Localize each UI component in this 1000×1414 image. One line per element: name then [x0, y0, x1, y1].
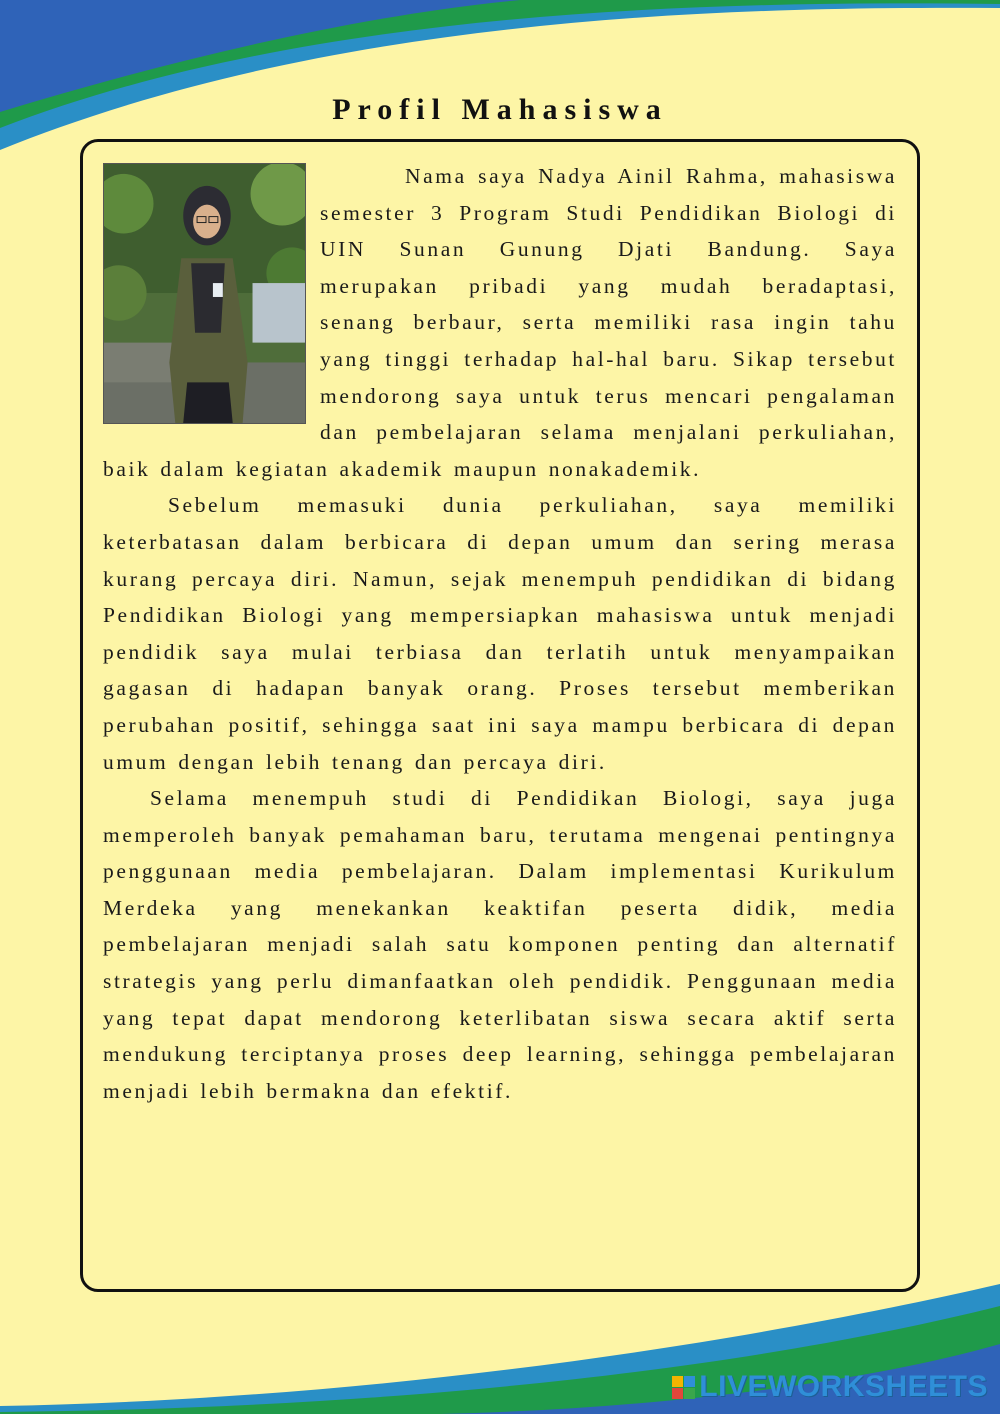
profile-text: [103, 158, 897, 1109]
student-photo: [103, 163, 306, 424]
page-title: Profil Mahasiswa: [332, 93, 668, 126]
paragraph-3: Selama menempuh studi di Pendidikan Biologi, saya juga memperoleh banyak pemahaman baru, terutama mengenai pentingnya penggunaan media pembelajaran. Dalam implementasi Kurikulum Merdeka yang menekankan keaktifan peserta didik, media pembelajaran menjadi salah satu komponen penting dan alternatif strategis yang perlu dimanfaatkan oleh pendidik. Penggunaan media yang tepat dapat mendorong keterlibatan siswa secara aktif serta mendukung terciptanya proses deep learning, sehingga pembelajaran menjadi lebih bermakna dan efektif.: [103, 786, 897, 1103]
paragraph-2: Sebelum memasuki dunia perkuliahan, saya memiliki keterbatasan dalam berbicara di depan umum dan sering merasa kurang percaya diri. Namun, sejak menempuh pendidikan di bidang Pendidikan Biologi yang mempersiapkan mahasiswa untuk menjadi pendidik saya mulai terbiasa dan terlatih untuk menyampaikan gagasan di hadapan banyak orang. Proses tersebut memberikan perubahan positif, sehingga saat ini saya mampu berbicara di depan umum dengan lebih tenang dan percaya diri.: [103, 493, 897, 774]
liveworksheets-logo-icon: [672, 1376, 695, 1399]
brand-name: LIVEWORKSHEETS: [699, 1370, 988, 1403]
liveworksheets-brand[interactable]: [672, 1370, 988, 1404]
profile-card: [80, 139, 920, 1292]
paragraph-1: Nama saya Nadya Ainil Rahma, mahasiswa semester 3 Program Studi Pendidikan Biologi di UIN Sunan Gunung Djati Bandung. Saya merupakan pribadi yang mudah beradaptasi, senang berbaur, serta memiliki rasa ingin tahu yang tinggi terhadap hal-hal baru. Sikap tersebut mendorong saya untuk terus mencari pengalaman dan pembelajaran selama menjalani perkuliahan, baik dalam kegiatan akademik maupun nonakademik.: [103, 164, 897, 481]
